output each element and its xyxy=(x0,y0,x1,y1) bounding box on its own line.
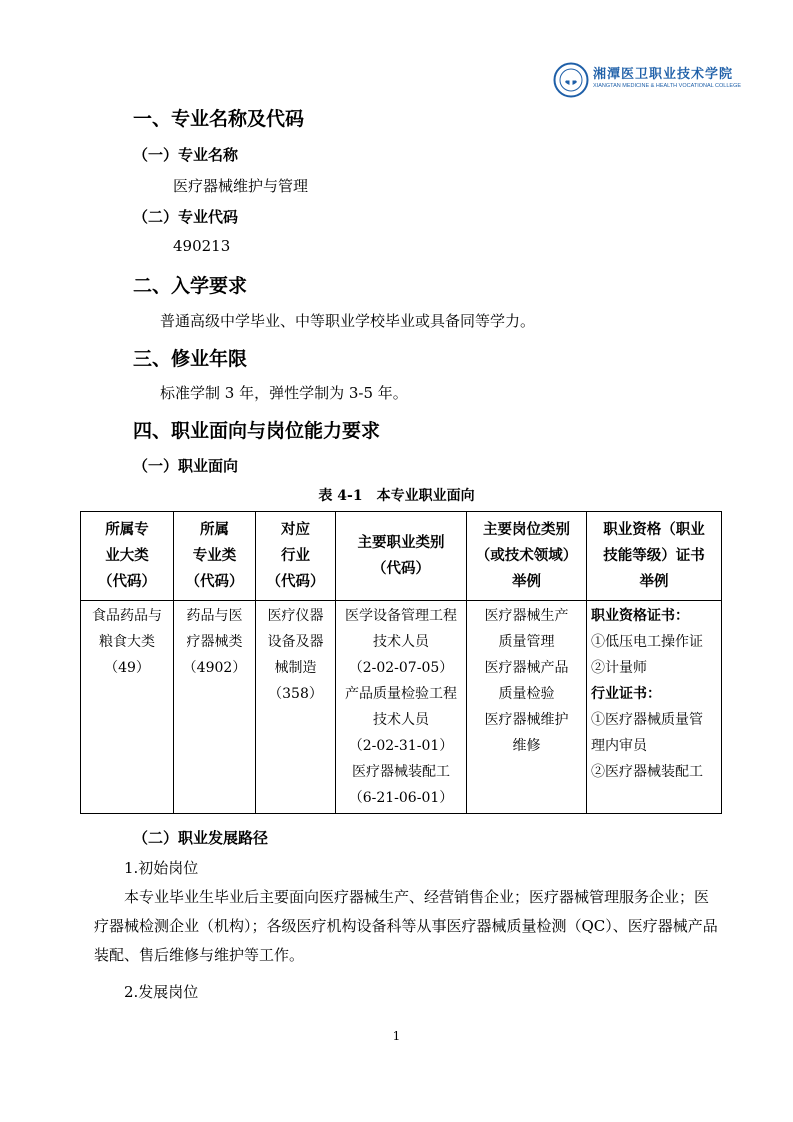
header-line: （代码） xyxy=(98,574,156,590)
header-line: 主要职业类别 xyxy=(357,535,445,551)
logo-subtitle: XIANGTAN MEDICINE & HEALTH VOCATIONAL COLLEGE xyxy=(593,83,742,89)
header-line: 业大类 xyxy=(105,548,149,564)
cell-line: 设备及器 xyxy=(267,634,324,650)
section-1b-title: （二）专业代码 xyxy=(133,208,239,226)
header-cell xyxy=(81,512,174,601)
cell-line: 医学设备管理工程 xyxy=(345,608,457,624)
cell-line: 理内审员 xyxy=(591,738,647,754)
cell-line: 疗器械类 xyxy=(186,634,243,650)
header-line: （代码） xyxy=(266,574,325,590)
header-cell xyxy=(256,512,336,601)
cell-line: 技术人员 xyxy=(373,634,429,650)
category-cell xyxy=(81,601,174,814)
table-row xyxy=(81,601,722,814)
section-2-title: 二、入学要求 xyxy=(133,275,248,297)
cell-line: 食品药品与 xyxy=(92,608,162,624)
cell-line: 医疗仪器 xyxy=(267,608,324,624)
header-line: （代码） xyxy=(372,561,430,577)
cell-line: （4902） xyxy=(182,660,247,676)
cell-line: 技术人员 xyxy=(373,712,429,728)
cell-line: ②医疗器械装配工 xyxy=(591,764,703,780)
header-line: （或技术领域） xyxy=(475,548,578,564)
header-cell xyxy=(587,512,722,601)
cell-line: 医疗器械维护 xyxy=(484,712,569,728)
table-header-row xyxy=(81,512,722,601)
header-cell xyxy=(336,512,467,601)
major-code: 490213 xyxy=(173,237,231,255)
industry-cell xyxy=(256,601,336,814)
admission-text: 普通高级中学毕业、中等职业学校毕业或具备同等学力。 xyxy=(160,312,536,330)
subsection-initial-position: 1.初始岗位 xyxy=(124,859,199,877)
cell-line: 质量管理 xyxy=(498,634,555,650)
cell-line: （2-02-31-01） xyxy=(348,738,454,754)
major-name: 医疗器械维护与管理 xyxy=(173,177,309,195)
cell-line: ①低压电工操作证 xyxy=(591,634,703,650)
header-line: 技能等级）证书 xyxy=(603,548,705,564)
cell-line: 质量检验 xyxy=(498,686,555,702)
header-line: 行业 xyxy=(281,548,310,564)
header-cell xyxy=(467,512,587,601)
section-4-title: 四、职业面向与岗位能力要求 xyxy=(133,420,381,442)
cell-line: 医疗器械装配工 xyxy=(352,764,450,780)
cell-line: 产品质量检验工程 xyxy=(345,686,457,702)
cert-label: 行业证书： xyxy=(591,686,661,702)
cell-line: 械制造 xyxy=(274,660,317,676)
cell-line: （2-02-07-05） xyxy=(348,660,454,676)
cell-line: 医疗器械产品 xyxy=(484,660,569,676)
header-line: 主要岗位类别 xyxy=(483,522,570,538)
page-number: 1 xyxy=(392,1029,401,1043)
header-line: 所属专 xyxy=(105,522,149,538)
cell-line: 粮食大类 xyxy=(99,634,155,650)
cell-line: ①医疗器械质量管 xyxy=(591,712,703,728)
section-4a-title: （一）职业面向 xyxy=(133,457,239,475)
cell-line: ②计量师 xyxy=(591,660,647,676)
occupation-cell xyxy=(336,601,467,814)
logo-name: 湘潭医卫职业技术学院 xyxy=(593,67,734,82)
section-1a-title: （一）专业名称 xyxy=(133,146,239,164)
header-line: 对应 xyxy=(281,522,310,538)
header-line: 举例 xyxy=(639,574,669,590)
header-line: 专业类 xyxy=(192,548,237,564)
section-1-title: 一、专业名称及代码 xyxy=(133,108,305,130)
header-cell xyxy=(174,512,256,601)
subsection-development-position: 2.发展岗位 xyxy=(124,983,199,1001)
duration-text: 标准学制 3 年，弹性学制为 3-5 年。 xyxy=(160,384,408,402)
cell-line: （6-21-06-01） xyxy=(348,790,454,806)
cell-line: 维修 xyxy=(512,738,541,754)
cell-line: 药品与医 xyxy=(186,608,243,624)
header-line: 所属 xyxy=(200,522,229,538)
cell-line: 医疗器械生产 xyxy=(484,608,569,624)
section-4b-title: （二）职业发展路径 xyxy=(133,829,269,847)
header-line: （代码） xyxy=(185,574,244,590)
cell-line: （358） xyxy=(268,686,323,702)
career-orientation-table xyxy=(80,511,722,814)
header-line: 职业资格（职业 xyxy=(603,522,705,538)
cell-line: （49） xyxy=(104,660,150,676)
college-logo xyxy=(553,59,743,101)
position-cell xyxy=(467,601,587,814)
certificate-cell xyxy=(587,601,722,814)
college-emblem-icon xyxy=(553,62,589,98)
header-line: 举例 xyxy=(512,574,541,590)
section-3-title: 三、修业年限 xyxy=(133,348,248,370)
cert-label: 职业资格证书： xyxy=(591,608,689,624)
initial-position-paragraph: 本专业毕业生毕业后主要面向医疗器械生产、经营销售企业；医疗器械管理服务企业；医疗器械检测企业（机构）；各级医疗机构设备科等从事医疗器械质量检测（QC）、医疗器械产品装配、售后维修与维护等工作。 xyxy=(94,888,718,964)
table-caption: 表 4-1 本专业职业面向 xyxy=(318,488,475,504)
subcategory-cell xyxy=(174,601,256,814)
